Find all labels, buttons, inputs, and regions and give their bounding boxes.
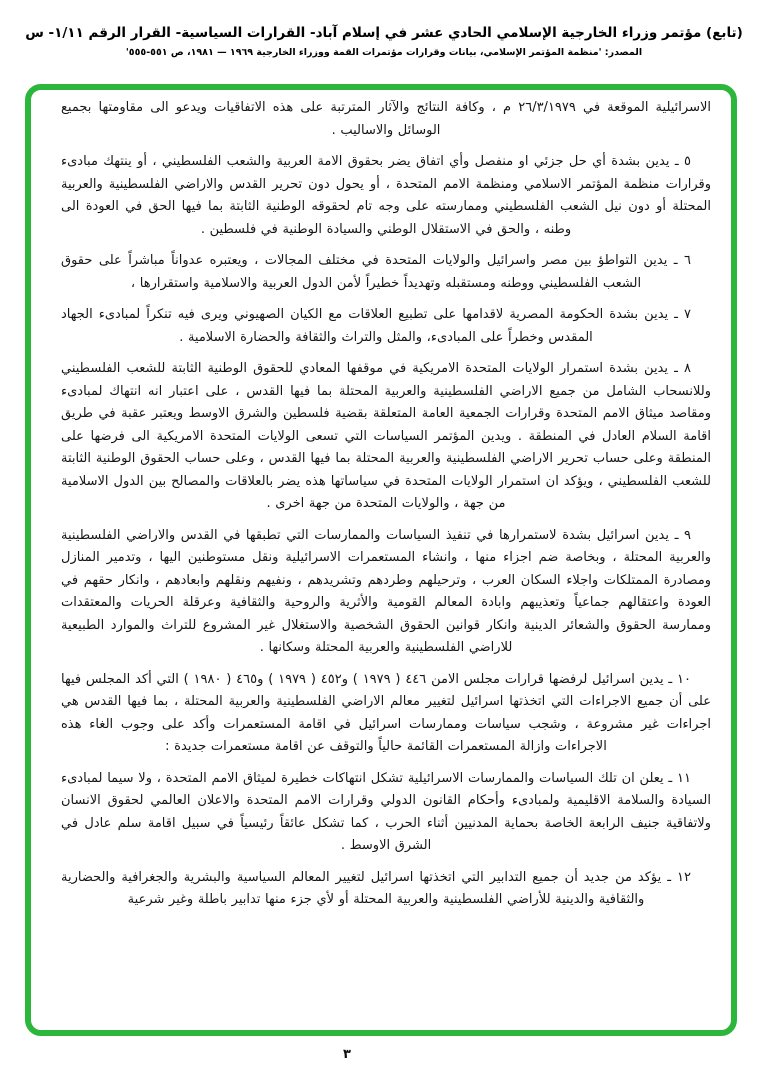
paragraph-continuation: الاسرائيلية الموقعة في ٢٦/٣/١٩٧٩ م ، وكافة النتائج والآثار المترتبة على هذه الاتفاقيات ويدعو الى مقاومتها بجميع الوسائل والاساليب . bbox=[61, 100, 712, 138]
document-header bbox=[0, 25, 768, 58]
document-source-citation: المصدر: 'منظمة المؤتمر الإسلامي، بيانات وقرارات مؤتمرات القمة ووزراء الخارجية ١٩٦٩ — ١٩٨١، ص ٥٥١-٥٥٥' bbox=[125, 47, 643, 58]
resolution-item-7: ٧ ـ يدين بشدة الحكومة المصرية لاقدامها على تطبيع العلاقات مع الكيان الصهيوني ويرى فيه تنكراً لمبادىء الجهاد المقدس وخطراً على المبادىء، والمثل والتراث والثقافة والحضارة الاسلامية . bbox=[61, 307, 691, 345]
resolution-item-9: ٩ ـ يدين اسرائيل بشدة لاستمرارها في تنفيذ السياسات والممارسات التي تطبقها في القدس والاراضي الفلسطينية والعربية المحتلة ، وبخاصة ضم اجزاء منها ، وانشاء المستعمرات الاسرائيلية ونقل مستوطنين اليها ، وتدمير المنازل ومصادرة الممتلكات واجلاء السكان العرب ، وترحيلهم وطردهم وتشريدهم ، ونفيهم ونقلهم وابعادهم ، وانكار حقهم في العودة واعتقالهم جماعياً وتعذيبهم وابادة المعالم القومية والأثرية والروحية والثقافية وعرقلة الحريات والمعتقدات وممارسة الحقوق والشعائر الدينية وانكار قوانين الحقوق الشخصية والاستغلال غير المشروع للتراث والموارد الطبيعية للاراضي الفلسطينية والعربية المحتلة وسكانها . bbox=[61, 527, 711, 655]
resolution-item-8: ٨ ـ يدين بشدة استمرار الولايات المتحدة الامريكية في موقفها المعادي للحقوق الوطنية الثابتة للشعب الفلسطيني وللانسحاب الشامل من جميع الاراضي الفلسطينية والعربية المحتلة بما فيها القدس ، على اعتبار انه انتهاك لمبادىء ومقاصد ميثاق الامم المتحدة وقرارات الجمعية العامة المتعلقة بقضية فلسطين والشرق الاوسط ويعتبر عقبة في طريق اقامة السلام العادل في المنطقة . ويدين المؤتمر السياسات التي تسعى الولايات المتحدة الامريكية الى فرضها على المنطقة وعلى حساب تحرير الاراضي الفلسطينية والعربية المحتلة بما فيها القدس ، وعلى حساب الحقوق الوطنية الثابتة للشعب الفلسطيني ، ويؤكد ان استمرار الولايات المتحدة في سياساتها هذه يضر بالعلاقات والمصالح بين الدول الاسلامية من جهة ، والولايات المتحدة من جهة اخرى . bbox=[61, 361, 711, 511]
document-title: (تابع) مؤتمر وزراء الخارجية الإسلامي الحادي عشر في إسلام آباد- القرارات السياسية- القرار الرقم ١/١١- س bbox=[25, 25, 743, 41]
resolution-text-box bbox=[25, 84, 737, 1036]
resolution-item-11: ١١ ـ يعلن ان تلك السياسات والممارسات الاسرائيلية تشكل انتهاكات خطيرة لميثاق الامم المتحدة ، ولا سيما لمبادىء السيادة والسلامة الاقليمية ولمبادىء وأحكام القانون الدولي وقرارات الامم المتحدة والاعلان العالمي لحقوق الانسان ولاتفاقية جنيف الرابعة الخاصة بحماية المدنيين أثناء الحرب ، كما تشكل عائقاً رئيسياً في سبيل اقامة سلم عادل في الشرق الاوسط . bbox=[61, 770, 711, 853]
page-number: ٣ bbox=[343, 1047, 351, 1062]
resolution-item-10: ١٠ ـ يدين اسرائيل لرفضها قرارات مجلس الامن ٤٤٦ ( ١٩٧٩ ) و٤٥٢ ( ١٩٧٩ ) و٤٦٥ ( ١٩٨٠ ) التي أكد المجلس فيها على أن جميع الاجراءات التي اتخذتها اسرائيل لتغيير معالم الاراضي الفلسطينية والعربية المحتلة ، بما فيها القدس هي اجراءات غير مشروعة ، وشجب سياسات وممارسات اسرائيل في اقامة المستعمرات وأكد على وجوب الغاء هذه الاجراءات وازالة المستعمرات القائمة حالياً والتوقف عن اقامة مستعمرات جديدة : bbox=[61, 671, 711, 754]
resolution-item-6: ٦ ـ يدين التواطؤ بين مصر واسرائيل والولايات المتحدة في مختلف المجالات ، ويعتبره عدواناً مباشراً على حقوق الشعب الفلسطيني ووطنه ومستقبله وتهديداً خطيراً لأمن الدول العربية والاسلامية واستقرارها ، bbox=[61, 253, 691, 291]
resolution-item-5: ٥ ـ يدين بشدة أي حل جزئي او منفصل وأي اتفاق يضر بحقوق الامة العربية والشعب الفلسطيني ، أو ينتهك مبادىء وقرارات منظمة المؤتمر الاسلامي ومنظمة الامم المتحدة ، أو يحول دون تحرير القدس والاراضي الفلسطينية والعربية المحتلة أو دون نيل الشعب الفلسطيني وممارسته على وجه تام لحقوقه الوطنية الثابتة بما فيها الحق في العودة الى وطنه ، والحق في الاستقلال الوطني والسيادة الوطنية في فلسطين . bbox=[61, 154, 711, 237]
resolution-item-12: ١٢ ـ يؤكد من جديد أن جميع التدابير التي اتخذتها اسرائيل لتغيير المعالم السياسية والبشرية والجغرافية والحضارية والثقافية والدينية للأراضي الفلسطينية والعربية المحتلة أو لأي جزء منها تدابير باطلة وغير شرعية bbox=[61, 869, 691, 907]
